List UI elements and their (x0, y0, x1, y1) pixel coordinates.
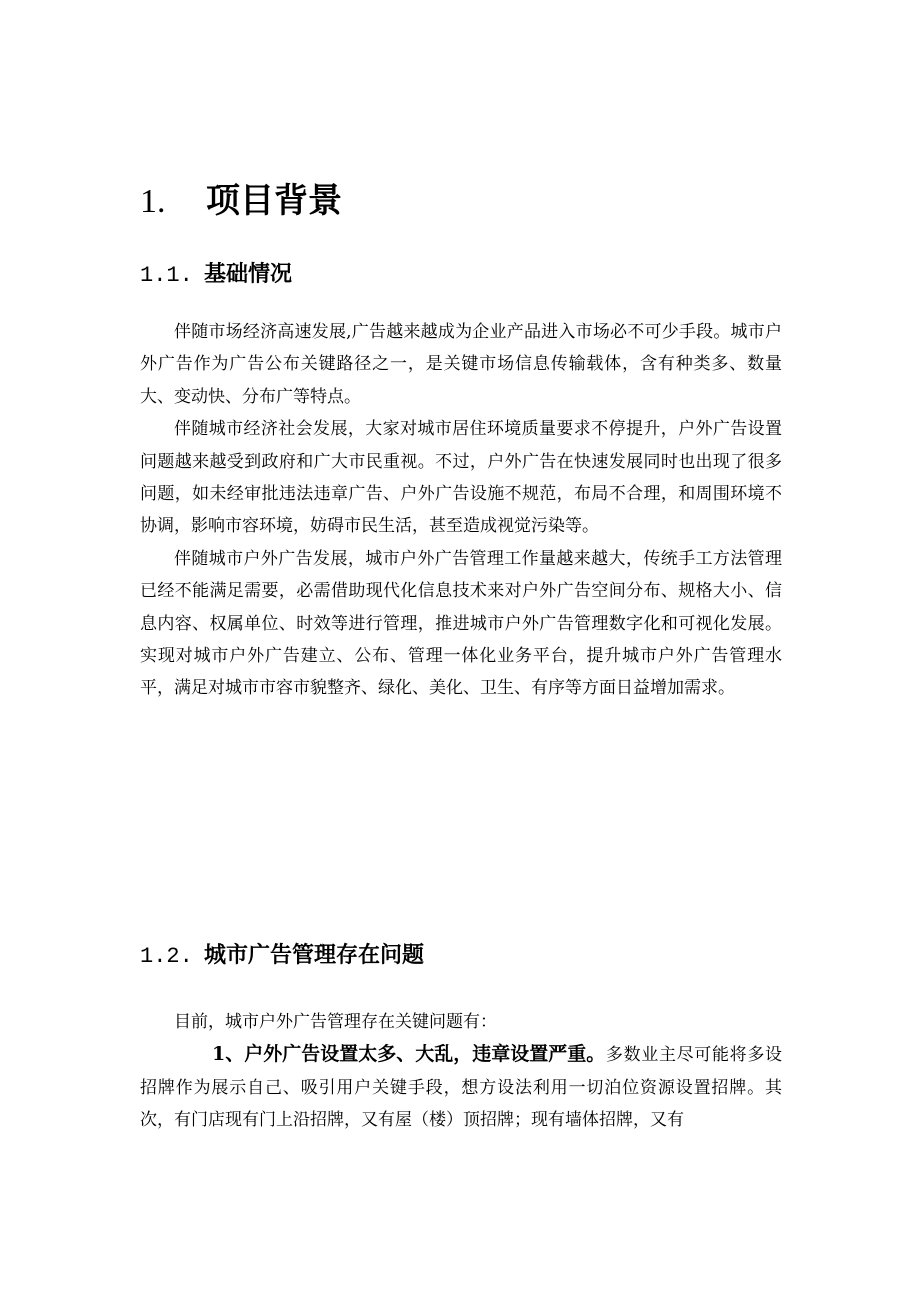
section-1-2-body (140, 1006, 782, 1137)
problem-1-text: 多数业主尽可能将多设招牌作为展示自己、吸引用户关键手段，想方设法利用一切泊位资源设置招牌。其次，有门店现有门上沿招牌，又有屋（楼）顶招牌；现有墙体招牌，又有 (140, 1045, 782, 1131)
section-1-number: 1. (140, 183, 166, 220)
section-1-1-heading (140, 259, 292, 291)
paragraph-problems-intro: 目前，城市户外广告管理存在关键问题有： (174, 1012, 497, 1032)
section-1-1-title: 基础情况 (204, 261, 293, 287)
section-1-1-number: 1.1. (140, 263, 193, 288)
paragraph-urban-environment: 伴随城市经济社会发展，大家对城市居住环境质量要求不停提升，户外广告设置问题越来越受到政府和广大市民重视。不过，户外广告在快速发展同时也出现了很多问题，如未经审批违法违章广告、户外广告设施不规范，布局不合理，和周围环境不协调，影响市容环境，妨碍市民生活，甚至造成视觉污染等。 (140, 419, 782, 537)
problem-1-heading: 1、户外广告设置太多、大乱，违章设置严重。 (212, 1043, 606, 1066)
section-1-2-number: 1.2. (140, 944, 193, 969)
section-1-title: 项目背景 (206, 181, 342, 221)
paragraph-problem-1 (140, 1038, 782, 1136)
section-1-2-title: 城市广告管理存在问题 (204, 942, 425, 968)
paragraph-digital-management: 伴随城市户外广告发展，城市户外广告管理工作量越来越大，传统手工方法管理已经不能满足需要，必需借助现代化信息技术来对户外广告空间分布、规格大小、信息内容、权属单位、时效等进行管理，推进城市户外广告管理数字化和可视化发展。实现对城市户外广告建立、公布、管理一体化业务平台，提升城市户外广告管理水平，满足对城市市容市貌整齐、绿化、美化、卫生、有序等方面日益增加需求。 (140, 548, 782, 699)
section-1-1-body (140, 316, 782, 705)
paragraph-market-background: 伴随市场经济高速发展,广告越来越成为企业产品进入市场必不可少手段。城市户外广告作为广告公布关键路径之一，是关键市场信息传输载体，含有种类多、数量大、变动快、分布广等特点。 (140, 322, 782, 407)
section-1-2-heading (140, 940, 424, 972)
section-1-heading (140, 178, 342, 225)
